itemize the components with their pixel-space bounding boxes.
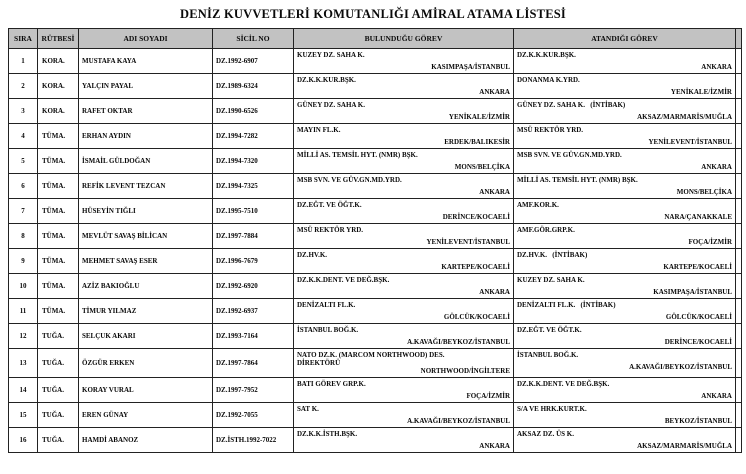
- bulundugu-gorev-wrap: [297, 76, 510, 96]
- bulundugu-gorev-text: MSÜ REKTÖR YRD.: [297, 226, 364, 234]
- bulundugu-gorev-location: ERDEK/BALIKESİR: [444, 138, 510, 146]
- cell-end-spacer: [736, 199, 742, 224]
- header-bulundugu-gorev: BULUNDUĞU GÖREV: [294, 29, 514, 49]
- atandigi-gorev-wrap: [517, 251, 732, 271]
- cell-sira: 3: [9, 99, 38, 124]
- bulundugu-gorev-text: MİLLİ AS. TEMSİL HYT. (NMR) BŞK.: [297, 151, 418, 159]
- bulundugu-gorev-wrap: [297, 226, 510, 246]
- table-body: [9, 49, 742, 453]
- atandigi-gorev-location: YENİLEVENT/İSTANBUL: [648, 138, 732, 146]
- cell-adi-soyadi: REFİK LEVENT TEZCAN: [79, 174, 213, 199]
- cell-bulundugu-gorev: [294, 49, 514, 74]
- atandigi-gorev-location: YENİKALE/İZMİR: [670, 88, 732, 96]
- header-atandigi-gorev: ATANDIĞI GÖREV: [514, 29, 736, 49]
- cell-end-spacer: [736, 299, 742, 324]
- cell-rutbe: TÜMA.: [38, 199, 79, 224]
- bulundugu-gorev-text: KUZEY DZ. SAHA K.: [297, 51, 365, 59]
- cell-sicil-no: DZ.1989-6324: [213, 74, 294, 99]
- cell-atandigi-gorev: [514, 403, 736, 428]
- cell-end-spacer: [736, 74, 742, 99]
- cell-atandigi-gorev: [514, 224, 736, 249]
- cell-rutbe: TÜMA.: [38, 224, 79, 249]
- cell-atandigi-gorev: [514, 249, 736, 274]
- atandigi-gorev-wrap: [517, 226, 732, 246]
- atandigi-gorev-text: MSÜ REKTÖR YRD.: [517, 126, 584, 134]
- bulundugu-gorev-text: İSTANBUL BOĞ.K.: [297, 326, 359, 334]
- bulundugu-gorev-wrap: [297, 176, 510, 196]
- cell-bulundugu-gorev: [294, 249, 514, 274]
- cell-atandigi-gorev: [514, 124, 736, 149]
- bulundugu-gorev-location: KARTEPE/KOCAELİ: [441, 263, 510, 271]
- cell-end-spacer: [736, 349, 742, 378]
- bulundugu-gorev-location: NORTHWOOD/İNGİLTERE: [420, 367, 510, 375]
- bulundugu-gorev-location: FOÇA/İZMİR: [466, 392, 510, 400]
- atandigi-gorev-location: MONS/BELÇİKA: [676, 188, 732, 196]
- cell-adi-soyadi: HAMDİ ABANOZ: [79, 428, 213, 453]
- table-row: [9, 274, 742, 299]
- cell-rutbe: TÜMA.: [38, 274, 79, 299]
- atandigi-gorev-location: KASIMPAŞA/İSTANBUL: [653, 288, 732, 296]
- cell-rutbe: TUĞA.: [38, 324, 79, 349]
- atandigi-gorev-text: S/A VE HRK.KURT.K.: [517, 405, 587, 413]
- atandigi-gorev-text: DZ.HV.K. (İNTİBAK): [517, 251, 588, 259]
- atandigi-gorev-wrap: [517, 51, 732, 71]
- atandigi-gorev-text: MİLLİ AS. TEMSİL HYT. (NMR) BŞK.: [517, 176, 638, 184]
- cell-rutbe: KORA.: [38, 99, 79, 124]
- atandigi-gorev-text: MSB SVN. VE GÜV.GN.MD.YRD.: [517, 151, 622, 159]
- bulundugu-gorev-location: YENİLEVENT/İSTANBUL: [426, 238, 510, 246]
- cell-rutbe: TUĞA.: [38, 403, 79, 428]
- bulundugu-gorev-location: GÖLCÜK/KOCAELİ: [443, 313, 510, 321]
- table-row: [9, 149, 742, 174]
- cell-sicil-no: DZ.1990-6526: [213, 99, 294, 124]
- table-row: [9, 224, 742, 249]
- bulundugu-gorev-text: DZ.K.K.KUR.BŞK.: [297, 76, 356, 84]
- atandigi-gorev-location: NARA/ÇANAKKALE: [664, 213, 732, 221]
- bulundugu-gorev-wrap: [297, 201, 510, 221]
- cell-atandigi-gorev: [514, 99, 736, 124]
- cell-sicil-no: DZ.1993-7164: [213, 324, 294, 349]
- cell-bulundugu-gorev: [294, 99, 514, 124]
- cell-bulundugu-gorev: [294, 274, 514, 299]
- cell-rutbe: TUĞA.: [38, 428, 79, 453]
- cell-end-spacer: [736, 174, 742, 199]
- bulundugu-gorev-text: MSB SVN. VE GÜV.GN.MD.YRD.: [297, 176, 402, 184]
- cell-end-spacer: [736, 224, 742, 249]
- atandigi-gorev-text: DENİZALTI FL.K. (İNTİBAK): [517, 301, 616, 309]
- cell-bulundugu-gorev: [294, 378, 514, 403]
- cell-sira: 16: [9, 428, 38, 453]
- cell-rutbe: TÜMA.: [38, 249, 79, 274]
- cell-bulundugu-gorev: [294, 74, 514, 99]
- cell-sicil-no: DZ.1997-7952: [213, 378, 294, 403]
- bulundugu-gorev-wrap: [297, 326, 510, 346]
- atandigi-gorev-text: KUZEY DZ. SAHA K.: [517, 276, 585, 284]
- atandigi-gorev-wrap: [517, 326, 732, 346]
- table-row: [9, 324, 742, 349]
- cell-sicil-no: DZ.1992-7055: [213, 403, 294, 428]
- cell-atandigi-gorev: [514, 149, 736, 174]
- cell-bulundugu-gorev: [294, 349, 514, 378]
- table-row: [9, 349, 742, 378]
- cell-sicil-no: DZ.1994-7282: [213, 124, 294, 149]
- atandigi-gorev-wrap: [517, 430, 732, 450]
- cell-bulundugu-gorev: [294, 149, 514, 174]
- table-row: [9, 174, 742, 199]
- cell-rutbe: TÜMA.: [38, 174, 79, 199]
- cell-bulundugu-gorev: [294, 224, 514, 249]
- atandigi-gorev-text: AMF.GÖR.GRP.K.: [517, 226, 575, 234]
- cell-adi-soyadi: SELÇUK AKARI: [79, 324, 213, 349]
- cell-sira: 11: [9, 299, 38, 324]
- bulundugu-gorev-wrap: [297, 101, 510, 121]
- cell-end-spacer: [736, 249, 742, 274]
- atandigi-gorev-wrap: [517, 101, 732, 121]
- cell-atandigi-gorev: [514, 174, 736, 199]
- bulundugu-gorev-wrap: [297, 126, 510, 146]
- cell-bulundugu-gorev: [294, 324, 514, 349]
- atandigi-gorev-wrap: [517, 276, 732, 296]
- cell-adi-soyadi: RAFET OKTAR: [79, 99, 213, 124]
- cell-end-spacer: [736, 428, 742, 453]
- cell-sicil-no: DZ.1997-7884: [213, 224, 294, 249]
- bulundugu-gorev-wrap: [297, 430, 510, 450]
- cell-rutbe: TÜMA.: [38, 149, 79, 174]
- cell-end-spacer: [736, 324, 742, 349]
- cell-sira: 2: [9, 74, 38, 99]
- table-header-row: [9, 29, 742, 49]
- cell-sira: 9: [9, 249, 38, 274]
- cell-sira: 6: [9, 174, 38, 199]
- atandigi-gorev-text: DZ.EĞT. VE ÖĞT.K.: [517, 326, 582, 334]
- cell-end-spacer: [736, 49, 742, 74]
- table-row: [9, 299, 742, 324]
- cell-sira: 5: [9, 149, 38, 174]
- cell-sira: 14: [9, 378, 38, 403]
- cell-atandigi-gorev: [514, 428, 736, 453]
- cell-atandigi-gorev: [514, 274, 736, 299]
- cell-adi-soyadi: EREN GÜNAY: [79, 403, 213, 428]
- table-row: [9, 74, 742, 99]
- header-rutbesi: RÜTBESİ: [38, 29, 79, 49]
- cell-sicil-no: DZ.1997-7864: [213, 349, 294, 378]
- atandigi-gorev-location: AKSAZ/MARMARİS/MUĞLA: [637, 442, 732, 450]
- header-sira: SIRA: [9, 29, 38, 49]
- table-row: [9, 403, 742, 428]
- bulundugu-gorev-text: MAYIN FL.K.: [297, 126, 341, 134]
- bulundugu-gorev-location: ANKARA: [479, 88, 510, 96]
- atandigi-gorev-text: DZ.K.K.KUR.BŞK.: [517, 51, 576, 59]
- table-row: [9, 249, 742, 274]
- bulundugu-gorev-wrap: [297, 351, 510, 375]
- cell-end-spacer: [736, 403, 742, 428]
- bulundugu-gorev-text: GÜNEY DZ. SAHA K.: [297, 101, 366, 109]
- cell-bulundugu-gorev: [294, 174, 514, 199]
- cell-rutbe: TUĞA.: [38, 349, 79, 378]
- cell-atandigi-gorev: [514, 49, 736, 74]
- cell-bulundugu-gorev: [294, 124, 514, 149]
- atandigi-gorev-wrap: [517, 380, 732, 400]
- cell-sicil-no: DZ.1994-7325: [213, 174, 294, 199]
- atandigi-gorev-text: GÜNEY DZ. SAHA K. (İNTİBAK): [517, 101, 626, 109]
- cell-atandigi-gorev: [514, 324, 736, 349]
- cell-atandigi-gorev: [514, 349, 736, 378]
- cell-rutbe: TÜMA.: [38, 124, 79, 149]
- table-row: [9, 199, 742, 224]
- cell-atandigi-gorev: [514, 199, 736, 224]
- cell-adi-soyadi: MUSTAFA KAYA: [79, 49, 213, 74]
- cell-rutbe: TÜMA.: [38, 299, 79, 324]
- bulundugu-gorev-text: NATO DZ.K. (MARCOM NORTHWOOD) DES. DİREKTÖRÜ: [297, 351, 447, 367]
- atandigi-gorev-wrap: [517, 405, 732, 425]
- cell-sira: 4: [9, 124, 38, 149]
- cell-atandigi-gorev: [514, 378, 736, 403]
- cell-end-spacer: [736, 124, 742, 149]
- cell-adi-soyadi: KORAY VURAL: [79, 378, 213, 403]
- cell-adi-soyadi: MEVLÜT SAVAŞ BİLİCAN: [79, 224, 213, 249]
- atandigi-gorev-text: DZ.K.K.DENT. VE DEĞ.BŞK.: [517, 380, 610, 388]
- atandigi-gorev-location: ANKARA: [701, 63, 732, 71]
- bulundugu-gorev-text: BATI GÖREV GRP.K.: [297, 380, 366, 388]
- bulundugu-gorev-location: KASIMPAŞA/İSTANBUL: [431, 63, 510, 71]
- bulundugu-gorev-location: DERİNCE/KOCAELİ: [442, 213, 510, 221]
- cell-sicil-no: DZ.1995-7510: [213, 199, 294, 224]
- atandigi-gorev-wrap: [517, 176, 732, 196]
- cell-bulundugu-gorev: [294, 428, 514, 453]
- bulundugu-gorev-text: DZ.K.K.DENT. VE DEĞ.BŞK.: [297, 276, 390, 284]
- cell-atandigi-gorev: [514, 299, 736, 324]
- atandigi-gorev-location: GÖLCÜK/KOCAELİ: [665, 313, 732, 321]
- cell-sira: 15: [9, 403, 38, 428]
- bulundugu-gorev-location: A.KAVAĞI/BEYKOZ/İSTANBUL: [407, 417, 510, 425]
- bulundugu-gorev-wrap: [297, 380, 510, 400]
- cell-end-spacer: [736, 274, 742, 299]
- atandigi-gorev-text: AMF.KOR.K.: [517, 201, 559, 209]
- table-row: [9, 428, 742, 453]
- atandigi-gorev-wrap: [517, 201, 732, 221]
- bulundugu-gorev-text: DZ.EĞT. VE ÖĞT.K.: [297, 201, 362, 209]
- bulundugu-gorev-wrap: [297, 276, 510, 296]
- table-row: [9, 124, 742, 149]
- cell-adi-soyadi: AZİZ BAKIOĞLU: [79, 274, 213, 299]
- bulundugu-gorev-text: DZ.K.K.İSTH.BŞK.: [297, 430, 358, 438]
- cell-bulundugu-gorev: [294, 403, 514, 428]
- cell-sicil-no: DZ.1996-7679: [213, 249, 294, 274]
- cell-adi-soyadi: İSMAİL GÜLDOĞAN: [79, 149, 213, 174]
- bulundugu-gorev-wrap: [297, 301, 510, 321]
- atandigi-gorev-location: FOÇA/İZMİR: [688, 238, 732, 246]
- cell-sira: 8: [9, 224, 38, 249]
- table-row: [9, 378, 742, 403]
- bulundugu-gorev-location: YENİKALE/İZMİR: [448, 113, 510, 121]
- atandigi-gorev-location: ANKARA: [701, 163, 732, 171]
- cell-sicil-no: DZ.1994-7320: [213, 149, 294, 174]
- cell-sicil-no: DZ.1992-6937: [213, 299, 294, 324]
- cell-sira: 13: [9, 349, 38, 378]
- atandigi-gorev-location: AKSAZ/MARMARİS/MUĞLA: [637, 113, 732, 121]
- atandigi-gorev-location: A.KAVAĞI/BEYKOZ/İSTANBUL: [629, 363, 732, 371]
- page-title: DENİZ KUVVETLERİ KOMUTANLIĞI AMİRAL ATAMA LİSTESİ: [180, 7, 566, 21]
- header-end-spacer: [736, 29, 742, 49]
- cell-sira: 10: [9, 274, 38, 299]
- atandigi-gorev-text: İSTANBUL BOĞ.K.: [517, 351, 579, 359]
- cell-rutbe: KORA.: [38, 49, 79, 74]
- bulundugu-gorev-wrap: [297, 251, 510, 271]
- bulundugu-gorev-location: ANKARA: [479, 288, 510, 296]
- atama-table: [8, 28, 742, 453]
- cell-atandigi-gorev: [514, 74, 736, 99]
- atandigi-gorev-wrap: [517, 351, 732, 371]
- cell-adi-soyadi: ERHAN AYDIN: [79, 124, 213, 149]
- bulundugu-gorev-text: DENİZALTI FL.K.: [297, 301, 356, 309]
- bulundugu-gorev-location: ANKARA: [479, 188, 510, 196]
- cell-sira: 7: [9, 199, 38, 224]
- bulundugu-gorev-location: MONS/BELÇİKA: [454, 163, 510, 171]
- cell-end-spacer: [736, 378, 742, 403]
- cell-bulundugu-gorev: [294, 199, 514, 224]
- header-sicil-no: SİCİL NO: [213, 29, 294, 49]
- cell-adi-soyadi: TİMUR YILMAZ: [79, 299, 213, 324]
- atandigi-gorev-location: BEYKOZ/İSTANBUL: [664, 417, 732, 425]
- bulundugu-gorev-location: A.KAVAĞI/BEYKOZ/İSTANBUL: [407, 338, 510, 346]
- atandigi-gorev-wrap: [517, 301, 732, 321]
- cell-rutbe: KORA.: [38, 74, 79, 99]
- bulundugu-gorev-text: DZ.HV.K.: [297, 251, 328, 259]
- cell-sira: 1: [9, 49, 38, 74]
- bulundugu-gorev-text: SAT K.: [297, 405, 319, 413]
- table-row: [9, 49, 742, 74]
- header-adi-soyadi: ADI SOYADI: [79, 29, 213, 49]
- bulundugu-gorev-wrap: [297, 405, 510, 425]
- atandigi-gorev-wrap: [517, 76, 732, 96]
- cell-adi-soyadi: YALÇIN PAYAL: [79, 74, 213, 99]
- cell-end-spacer: [736, 99, 742, 124]
- atandigi-gorev-location: DERİNCE/KOCAELİ: [664, 338, 732, 346]
- bulundugu-gorev-wrap: [297, 151, 510, 171]
- cell-adi-soyadi: ÖZGÜR ERKEN: [79, 349, 213, 378]
- cell-sicil-no: DZ.1992-6907: [213, 49, 294, 74]
- table-row: [9, 99, 742, 124]
- atandigi-gorev-wrap: [517, 151, 732, 171]
- cell-adi-soyadi: MEHMET SAVAŞ ESER: [79, 249, 213, 274]
- cell-rutbe: TUĞA.: [38, 378, 79, 403]
- bulundugu-gorev-wrap: [297, 51, 510, 71]
- atandigi-gorev-wrap: [517, 126, 732, 146]
- bulundugu-gorev-location: ANKARA: [479, 442, 510, 450]
- atandigi-gorev-text: DONANMA K.YRD.: [517, 76, 580, 84]
- atandigi-gorev-location: KARTEPE/KOCAELİ: [663, 263, 732, 271]
- cell-sira: 12: [9, 324, 38, 349]
- cell-end-spacer: [736, 149, 742, 174]
- cell-sicil-no: DZ.1992-6920: [213, 274, 294, 299]
- cell-adi-soyadi: HÜSEYİN TIĞLI: [79, 199, 213, 224]
- atandigi-gorev-text: AKSAZ DZ. ÜS K.: [517, 430, 574, 438]
- cell-bulundugu-gorev: [294, 299, 514, 324]
- cell-sicil-no: DZ.İSTH.1992-7022: [213, 428, 294, 453]
- atandigi-gorev-location: ANKARA: [701, 392, 732, 400]
